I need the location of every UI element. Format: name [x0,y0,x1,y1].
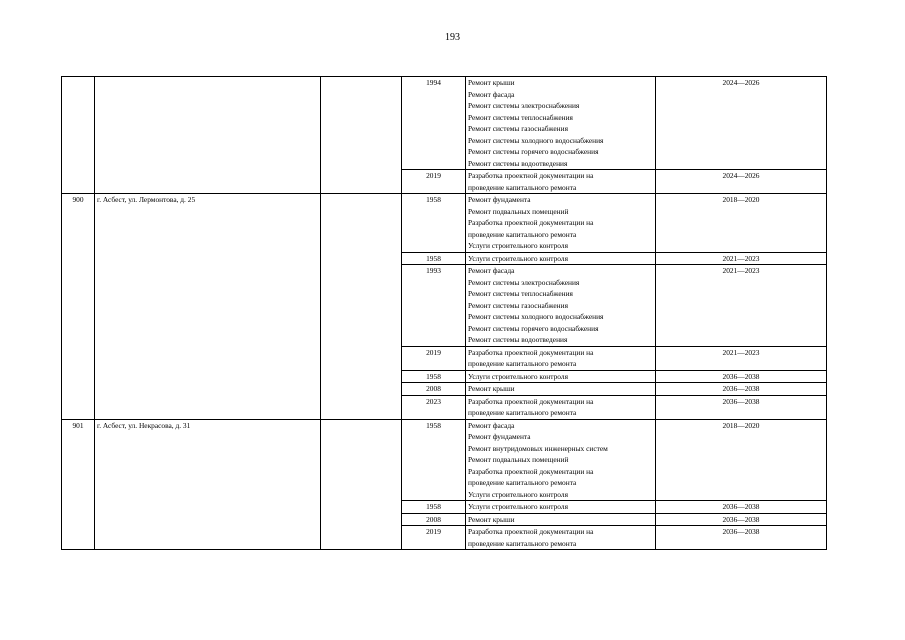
repair-work-item: проведение капитального ремонта [468,229,577,239]
empty-cell [321,77,402,194]
planned-period-cell: 2021—2023 [656,252,827,265]
repair-works-cell [466,419,656,501]
repair-work-item: Услуги строительного контроля [468,502,568,511]
repair-work-item: проведение капитального ремонта [468,182,577,192]
planned-period-cell: 2036—2038 [656,526,827,550]
table-body [62,77,827,550]
repair-work-item: Услуги строительного контроля [468,241,568,250]
repair-work-item: Ремонт системы теплоснабжения [468,112,573,122]
repair-work-item: Ремонт системы водоотведения [468,158,568,168]
table-row [62,194,827,253]
building-number-cell: 900 [62,194,95,420]
repair-works-cell [466,513,656,526]
repair-work-item: проведение капитального ремонта [468,408,577,417]
planned-period-cell: 2024—2026 [656,77,827,170]
table-row [62,419,827,501]
page-number: 193 [445,32,460,43]
repair-works-cell [466,526,656,550]
planned-period-cell: 2021—2023 [656,265,827,347]
repair-work-item: Ремонт системы газоснабжения [468,300,568,310]
repair-work-item: Ремонт системы теплоснабжения [468,289,573,298]
repair-works-cell [466,370,656,383]
last-repair-year-cell: 1958 [402,370,466,383]
repair-work-item: Ремонт системы электроснабжения [468,277,580,287]
planned-period-cell: 2024—2026 [656,170,827,194]
repair-works-cell [466,252,656,265]
planned-period-cell: 2036—2038 [656,370,827,383]
repair-work-item: Ремонт фундамента [468,432,531,441]
repair-work-item: Услуги строительного контроля [468,371,568,381]
last-repair-year-cell: 1958 [402,501,466,514]
repair-works-cell [466,170,656,194]
table-row [62,77,827,170]
repair-work-item: Ремонт крыши [468,514,515,524]
repair-work-item: Ремонт крыши [468,384,515,393]
last-repair-year-cell: 1958 [402,194,466,253]
planned-period-cell: 2021—2023 [656,346,827,370]
repair-work-item: Ремонт фасада [468,420,515,430]
repair-work-item: Разработка проектной документации на [468,171,594,180]
planned-period-cell: 2036—2038 [656,501,827,514]
building-number-cell [62,77,95,194]
capital-repair-table [61,76,827,550]
empty-cell [321,419,402,550]
last-repair-year-cell: 2019 [402,170,466,194]
last-repair-year-cell: 2023 [402,395,466,419]
planned-period-cell: 2018—2020 [656,194,827,253]
last-repair-year-cell: 1994 [402,77,466,170]
repair-work-item: Ремонт фасада [468,89,515,99]
last-repair-year-cell: 2019 [402,526,466,550]
last-repair-year-cell: 1993 [402,265,466,347]
building-address-cell: г. Асбест, ул. Лермонтова, д. 25 [95,194,321,420]
planned-period-cell: 2036—2038 [656,395,827,419]
repair-work-item: Ремонт подвальных помещений [468,206,569,216]
repair-work-item: Ремонт системы водоотведения [468,335,568,344]
building-number-cell: 901 [62,419,95,550]
repair-works-cell [466,383,656,396]
last-repair-year-cell: 1958 [402,419,466,501]
repair-work-item: Ремонт крыши [468,78,515,87]
building-address-cell: г. Асбест, ул. Некрасова, д. 31 [95,419,321,550]
repair-work-item: Ремонт системы горячего водоснабжения [468,147,599,156]
last-repair-year-cell: 2008 [402,513,466,526]
repair-works-cell [466,194,656,253]
repair-work-item: Разработка проектной документации на [468,396,594,406]
repair-work-item: Ремонт системы горячего водоснабжения [468,323,599,333]
repair-work-item: проведение капитального ремонта [468,538,577,548]
repair-work-item: Ремонт внутридомовых инженерных систем [468,443,608,453]
repair-works-cell [466,77,656,170]
repair-work-item: Разработка проектной документации на [468,218,594,227]
last-repair-year-cell: 2019 [402,346,466,370]
repair-work-item: Ремонт подвальных помещений [468,455,569,464]
repair-works-cell [466,395,656,419]
repair-work-item: Ремонт системы холодного водоснабжения [468,135,604,145]
repair-work-item: Разработка проектной документации на [468,347,594,357]
repair-work-item: проведение капитального ремонта [468,478,577,487]
repair-work-item: проведение капитального ремонта [468,359,577,368]
repair-work-item: Ремонт системы холодного водоснабжения [468,312,604,321]
planned-period-cell: 2036—2038 [656,383,827,396]
repair-work-item: Услуги строительного контроля [468,489,568,499]
repair-work-item: Ремонт фундамента [468,195,531,204]
repair-work-item: Разработка проектной документации на [468,466,594,476]
repair-works-cell [466,501,656,514]
last-repair-year-cell: 2008 [402,383,466,396]
last-repair-year-cell: 1958 [402,252,466,265]
repair-work-item: Ремонт системы электроснабжения [468,101,580,110]
building-address-cell [95,77,321,194]
planned-period-cell: 2036—2038 [656,513,827,526]
repair-works-cell [466,265,656,347]
planned-period-cell: 2018—2020 [656,419,827,501]
repair-works-cell [466,346,656,370]
repair-work-item: Ремонт системы газоснабжения [468,124,568,133]
repair-work-item: Ремонт фасада [468,266,515,275]
repair-work-item: Разработка проектной документации на [468,527,594,536]
empty-cell [321,194,402,420]
repair-work-item: Услуги строительного контроля [468,253,568,263]
